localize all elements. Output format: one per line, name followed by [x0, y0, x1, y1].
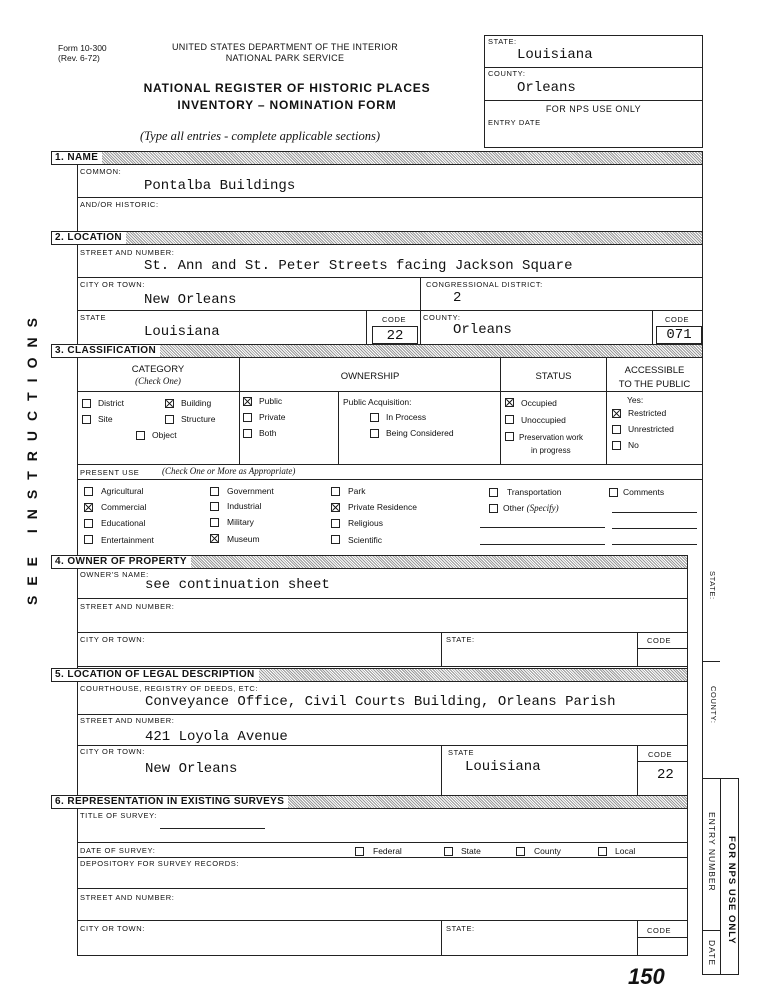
federal-checkbox[interactable] [355, 847, 364, 856]
section-5-heading: 5. LOCATION OF LEGAL DESCRIPTION [51, 668, 688, 682]
legal-city-value: New Orleans [145, 761, 238, 777]
building-checkbox[interactable] [165, 399, 174, 408]
top-state-label: STATE: [488, 37, 517, 46]
side-county-label: COUNTY: [709, 686, 718, 724]
private-checkbox[interactable] [243, 413, 252, 422]
scientific-checkbox[interactable] [331, 535, 340, 544]
courthouse-value: Conveyance Office, Civil Courts Building, Orleans Parish [145, 694, 616, 710]
unrestricted-label: Unrestricted [628, 424, 674, 434]
top-county-value: Orleans [517, 80, 576, 96]
owner-name-value: see continuation sheet [145, 577, 330, 593]
preservation-work-label: Preservation work in progress [519, 433, 584, 455]
owner-city-label: CITY OR TOWN: [80, 635, 145, 644]
comments-label: Comments [623, 487, 665, 497]
county-checkbox[interactable] [516, 847, 525, 856]
section-2-heading: 2. LOCATION [51, 231, 703, 245]
location-county-value: Orleans [453, 322, 512, 338]
location-street-label: STREET AND NUMBER: [80, 248, 175, 257]
district-checkbox[interactable] [82, 399, 91, 408]
accessible-no-checkbox[interactable] [612, 441, 621, 450]
survey-state-checkbox[interactable] [444, 847, 453, 856]
private-label: Private [259, 412, 286, 422]
unoccupied-checkbox[interactable] [505, 415, 514, 424]
preservation-work-checkbox[interactable] [505, 432, 514, 441]
industrial-checkbox[interactable] [210, 502, 219, 511]
federal-label: Federal [373, 846, 402, 856]
category-header: CATEGORY [131, 364, 185, 375]
congressional-district-value: 2 [453, 290, 462, 306]
side-state-label: STATE: [708, 571, 717, 600]
unoccupied-label: Unoccupied [521, 415, 566, 425]
park-label: Park [348, 486, 366, 496]
military-label: Military [227, 517, 254, 527]
public-acquisition-label: Public Acquisition: [343, 397, 412, 407]
religious-label: Religious [348, 518, 383, 528]
status-header: STATUS [535, 371, 572, 382]
park-checkbox[interactable] [331, 487, 340, 496]
courthouse-label: COURTHOUSE, REGISTRY OF DEEDS, ETC: [80, 684, 259, 693]
transportation-checkbox[interactable] [489, 488, 498, 497]
form-title: NATIONAL REGISTER OF HISTORIC PLACES INVENTORY – NOMINATION FORM [143, 81, 431, 112]
local-checkbox[interactable] [598, 847, 607, 856]
legal-code-value: 22 [657, 767, 674, 783]
survey-city-label: CITY OR TOWN: [80, 924, 145, 933]
being-considered-checkbox[interactable] [370, 429, 379, 438]
county-code-value: 071 [666, 327, 692, 343]
restricted-checkbox[interactable] [612, 409, 621, 418]
commercial-checkbox[interactable] [84, 503, 93, 512]
ownership-header: OWNERSHIP [340, 371, 400, 382]
county-label: County [534, 846, 561, 856]
agency-header: UNITED STATES DEPARTMENT OF THE INTERIOR NATIONAL PARK SERVICE [171, 42, 399, 63]
public-checkbox[interactable] [243, 397, 252, 406]
location-county-label: COUNTY: [423, 313, 461, 322]
site-checkbox[interactable] [82, 415, 91, 424]
entertainment-checkbox[interactable] [84, 535, 93, 544]
structure-checkbox[interactable] [165, 415, 174, 424]
congressional-district-label: CONGRESSIONAL DISTRICT: [426, 280, 543, 289]
unrestricted-checkbox[interactable] [612, 425, 621, 434]
date-side-label: DATE [707, 940, 717, 967]
private-residence-checkbox[interactable] [331, 503, 340, 512]
both-checkbox[interactable] [243, 429, 252, 438]
survey-street-label: STREET AND NUMBER: [80, 893, 175, 902]
state-code-value: 22 [386, 328, 404, 344]
restricted-label: Restricted [628, 408, 667, 418]
historic-name-label: AND/OR HISTORIC: [80, 200, 159, 209]
object-label: Object [152, 430, 177, 440]
category-hint: (Check One) [135, 376, 181, 386]
accessible-header: ACCESSIBLE TO THE PUBLIC [618, 365, 691, 390]
agricultural-checkbox[interactable] [84, 487, 93, 496]
local-label: Local [615, 846, 636, 856]
nps-use-only-side-label: FOR NPS USE ONLY [726, 836, 737, 945]
state-code-label: CODE [382, 315, 407, 324]
owner-code-label: CODE [647, 636, 672, 645]
location-city-label: CITY OR TOWN: [80, 280, 145, 289]
present-use-label: PRESENT USE [80, 468, 140, 477]
comments-checkbox[interactable] [609, 488, 618, 497]
industrial-label: Industrial [227, 501, 262, 511]
being-considered-label: Being Considered [386, 428, 454, 438]
structure-label: Structure [181, 414, 216, 424]
section-6-heading: 6. REPRESENTATION IN EXISTING SURVEYS [51, 795, 688, 809]
accessible-no-label: No [628, 440, 639, 450]
occupied-checkbox[interactable] [505, 398, 514, 407]
transportation-label: Transportation [507, 487, 562, 497]
government-checkbox[interactable] [210, 487, 219, 496]
accessible-yes-label: Yes: [627, 395, 644, 405]
other-checkbox[interactable] [489, 504, 498, 513]
both-label: Both [259, 428, 277, 438]
district-label: District [98, 398, 124, 408]
county-code-label: CODE [665, 315, 690, 324]
nps-use-only-label: FOR NPS USE ONLY [545, 104, 642, 114]
public-label: Public [259, 396, 283, 406]
survey-title-label: TITLE OF SURVEY: [80, 811, 157, 820]
legal-state-label: STATE [448, 748, 475, 757]
educational-label: Educational [101, 518, 146, 528]
legal-street-label: STREET AND NUMBER: [80, 716, 175, 725]
present-use-hint: (Check One or More as Appropriate) [162, 466, 296, 476]
in-process-label: In Process [386, 412, 427, 422]
form-number: Form 10-300 (Rev. 6-72) [58, 43, 107, 63]
in-process-checkbox[interactable] [370, 413, 379, 422]
common-name-value: Pontalba Buildings [144, 178, 296, 194]
museum-checkbox[interactable] [210, 534, 219, 543]
government-label: Government [227, 486, 274, 496]
legal-state-value: Louisiana [465, 759, 541, 775]
survey-state-option-label: State [461, 846, 481, 856]
military-checkbox[interactable] [210, 518, 219, 527]
owner-name-label: OWNER'S NAME: [80, 570, 149, 579]
scientific-label: Scientific [348, 535, 383, 545]
occupied-label: Occupied [521, 398, 557, 408]
common-name-label: COMMON: [80, 167, 122, 176]
location-state-value: Louisiana [144, 324, 220, 340]
top-state-value: Louisiana [517, 47, 593, 63]
private-residence-label: Private Residence [348, 502, 417, 512]
section-1-heading: 1. NAME [51, 151, 703, 165]
survey-date-label: DATE OF SURVEY: [80, 846, 156, 855]
site-label: Site [98, 414, 113, 424]
museum-label: Museum [227, 534, 260, 544]
page-number: 150 [628, 964, 665, 989]
depository-label: DEPOSITORY FOR SURVEY RECORDS: [80, 859, 240, 868]
location-city-value: New Orleans [144, 292, 237, 308]
see-instructions-side-text: SEE INSTRUCTIONS [24, 308, 40, 605]
educational-checkbox[interactable] [84, 519, 93, 528]
section-3-heading: 3. CLASSIFICATION [51, 344, 703, 358]
legal-code-label: CODE [648, 750, 673, 759]
section-4-heading: 4. OWNER OF PROPERTY [51, 555, 688, 569]
entry-number-side-label: ENTRY NUMBER [707, 812, 717, 892]
form-instructions: (Type all entries - complete applicable sections) [140, 129, 380, 143]
entry-date-label: ENTRY DATE [488, 118, 541, 127]
commercial-label: Commercial [101, 502, 147, 512]
religious-checkbox[interactable] [331, 519, 340, 528]
entertainment-label: Entertainment [101, 535, 154, 545]
location-street-value: St. Ann and St. Peter Streets facing Jackson Square [144, 258, 573, 274]
owner-state-label: STATE: [446, 635, 475, 644]
building-label: Building [181, 398, 212, 408]
top-county-label: COUNTY: [488, 69, 526, 78]
object-checkbox[interactable] [136, 431, 145, 440]
location-state-label: STATE [80, 313, 107, 322]
survey-state-label: STATE: [446, 924, 475, 933]
agricultural-label: Agricultural [101, 486, 144, 496]
legal-city-label: CITY OR TOWN: [80, 747, 145, 756]
other-label: Other (Specify) [503, 503, 559, 513]
form-right-border [702, 164, 703, 570]
legal-street-value: 421 Loyola Avenue [145, 729, 288, 745]
survey-code-label: CODE [647, 926, 672, 935]
owner-street-label: STREET AND NUMBER: [80, 602, 175, 611]
